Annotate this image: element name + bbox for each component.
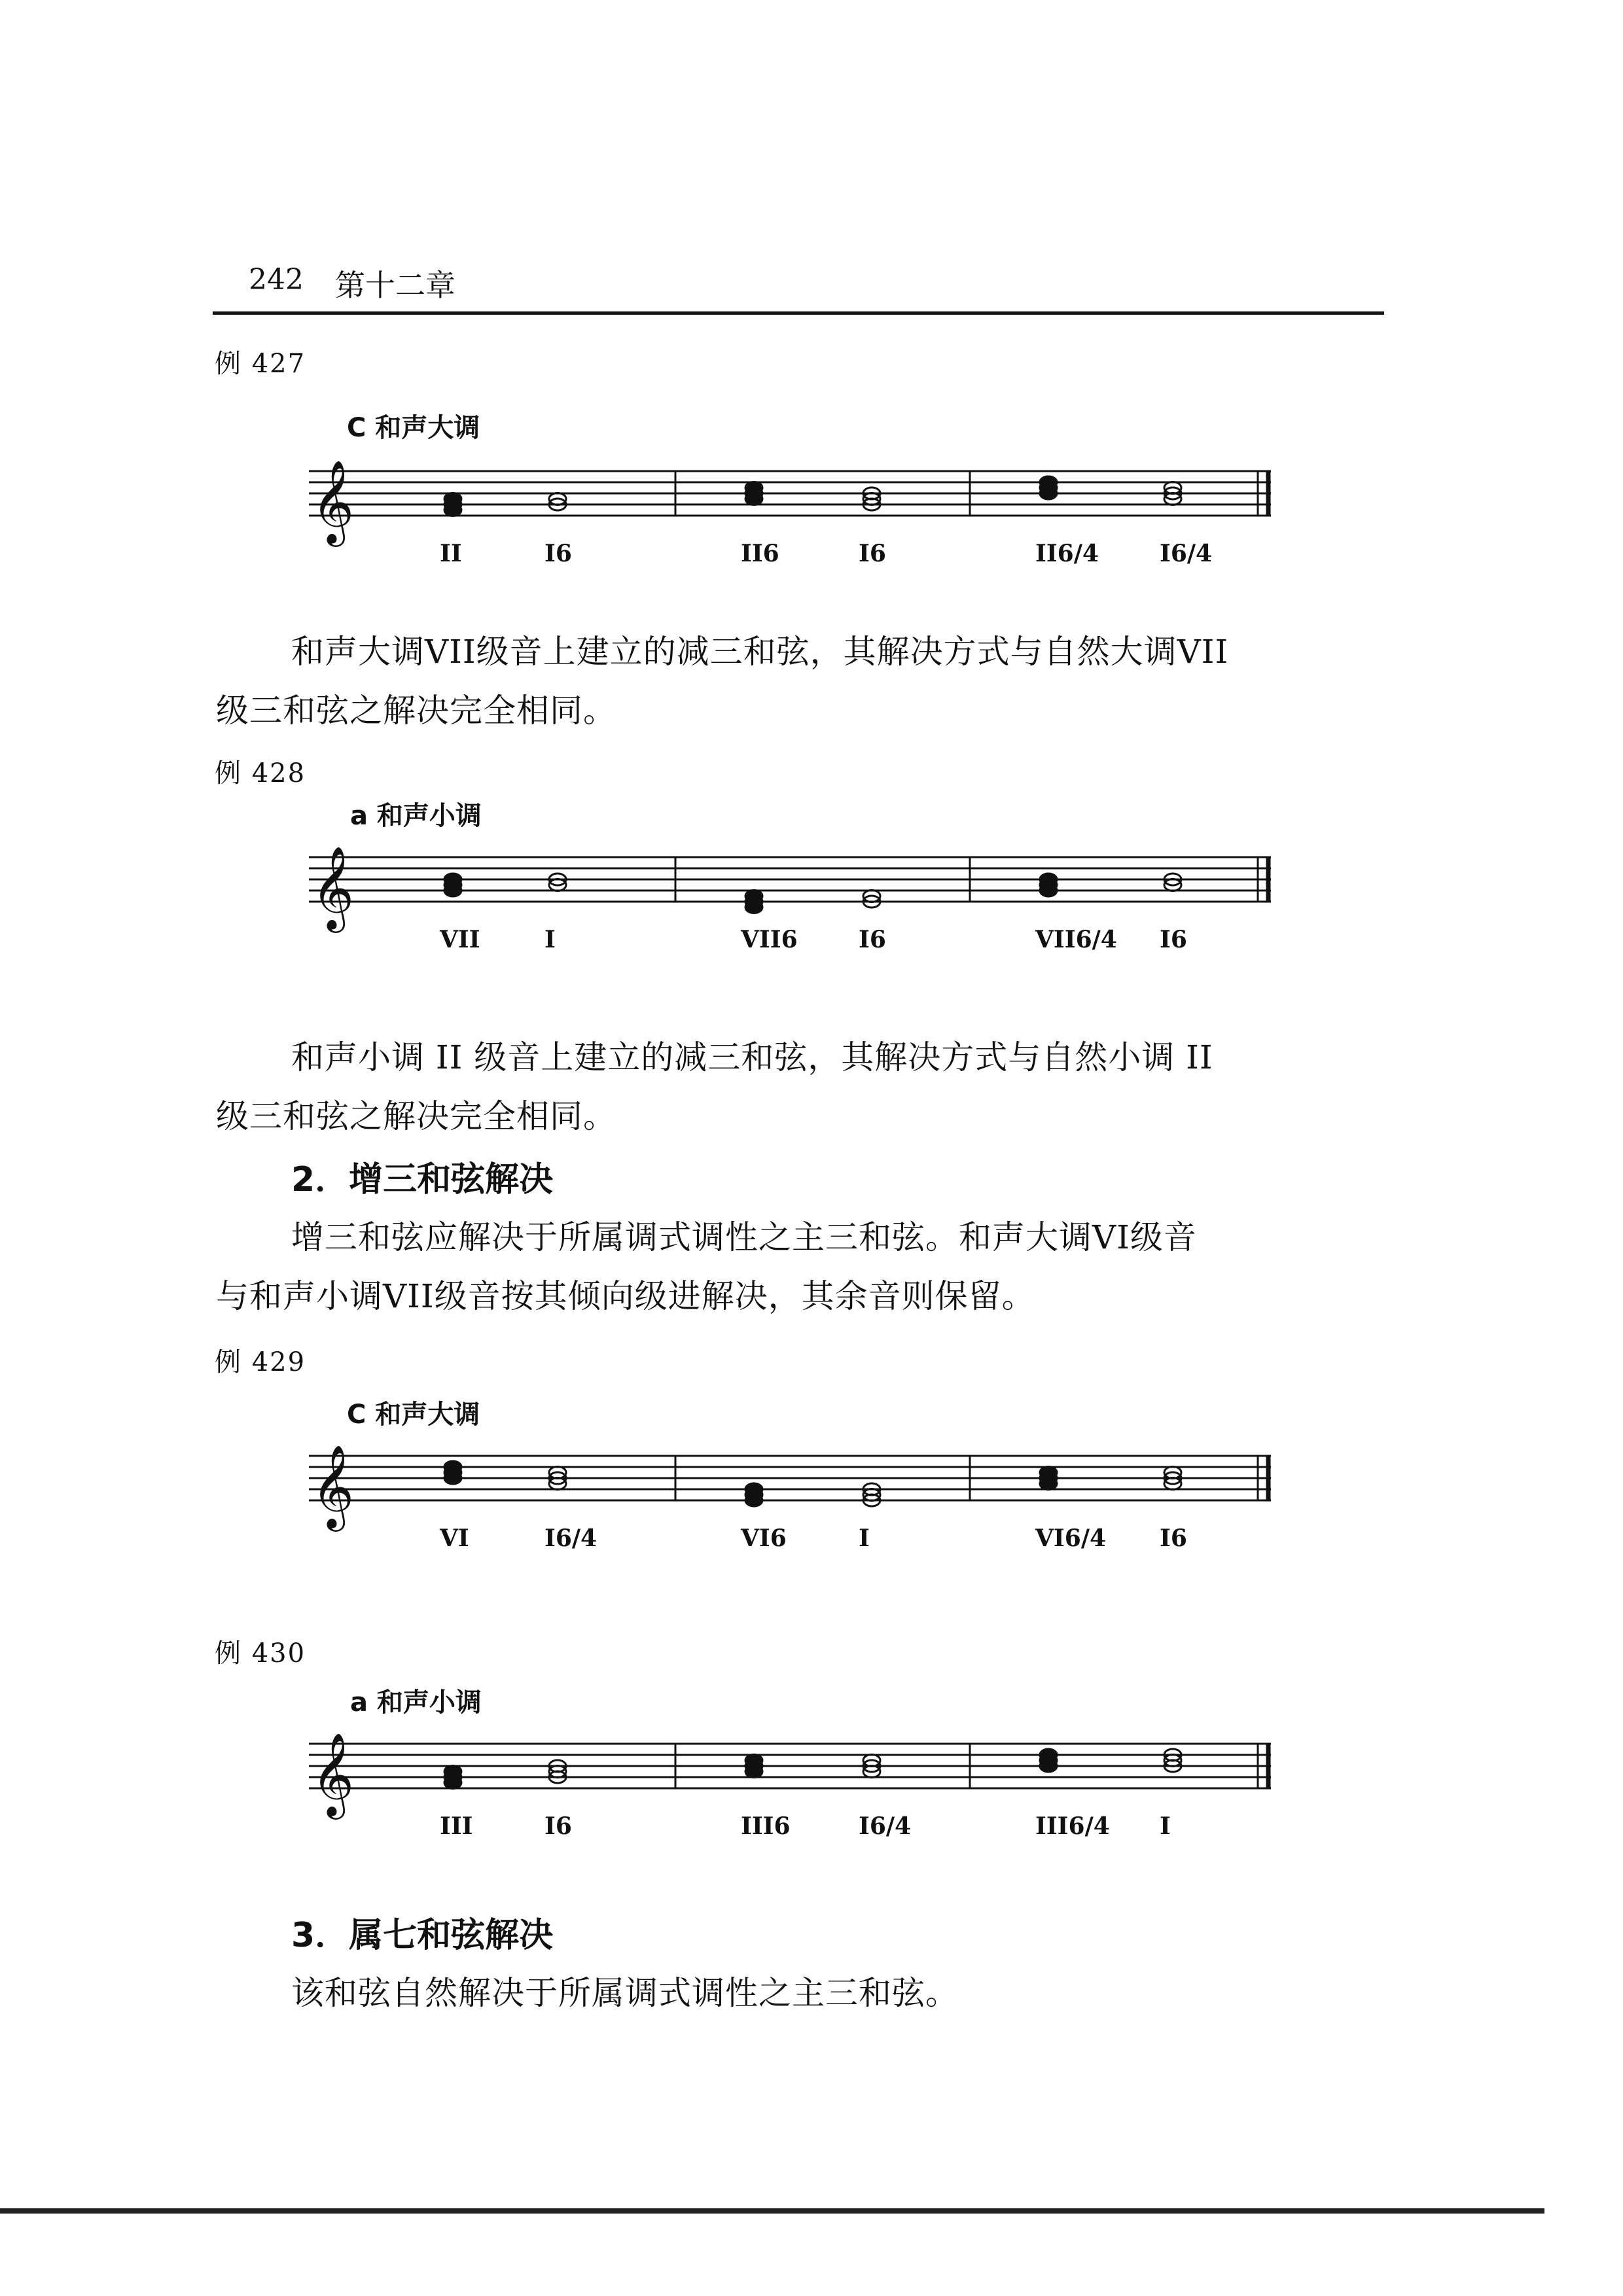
example-label-429: 例 429 [215,1347,306,1377]
chord-label: I6/4 [1160,540,1213,567]
chord-label: I6/4 [859,1812,912,1840]
music-staff-428 [302,831,1297,968]
chord-label: I6 [544,1812,572,1840]
notehead [745,1483,762,1495]
example-key-428: a 和声小调 [350,801,482,831]
notehead [444,874,461,885]
section-2-title: 2．增三和弦解决 [291,1160,554,1199]
chord-label: II [440,540,462,567]
chord-label: I6/4 [544,1525,597,1552]
chapter-title: 第十二章 [335,268,455,303]
chord-label: VII [440,926,480,953]
notehead [1040,1749,1057,1761]
treble-clef-icon: 𝄞 [312,1444,355,1528]
chord-label: VII6 [741,926,798,953]
paragraph-3-line-2: 与和声小调VII级音按其倾向级进解决，其余音则保留。 [216,1277,1035,1315]
notehead [444,1766,461,1778]
chord-label: VI [440,1525,469,1552]
treble-clef-icon: 𝄞 [312,459,355,543]
paragraph-2-line-2: 级三和弦之解决完全相同。 [216,1097,616,1135]
notehead [1040,476,1057,488]
chord-label: II6 [741,540,779,567]
page-number: 242 [249,263,304,296]
paragraph-4-line-1: 该和弦自然解决于所属调式调性之主三和弦。 [291,1974,959,2012]
example-label-430: 例 430 [215,1638,306,1669]
example-key-430: a 和声小调 [350,1687,482,1718]
example-key-429: C 和声大调 [347,1400,480,1430]
chord-label: I [859,1525,870,1552]
example-label-427: 例 427 [215,349,306,379]
treble-clef-icon: 𝄞 [312,1732,355,1816]
chord-label: I6 [1160,926,1187,953]
music-staff-427 [302,445,1297,576]
example-key-427: C 和声大调 [347,413,480,443]
paragraph-3-line-1: 增三和弦应解决于所属调式调性之主三和弦。和声大调VI级音 [291,1218,1197,1256]
chord-label: I [1160,1812,1171,1840]
chord-label: I [544,926,556,953]
chord-label: III6 [741,1812,791,1840]
chord-label: I6 [1160,1525,1187,1552]
paragraph-1-line-2: 级三和弦之解决完全相同。 [216,692,616,730]
chord-label: II6/4 [1035,540,1099,567]
chord-label: VI6 [741,1525,787,1552]
notehead [1040,1467,1057,1479]
section-3-title: 3．属七和弦解决 [291,1916,554,1955]
music-staff-429 [302,1430,1297,1567]
chord-label: VI6/4 [1035,1525,1107,1552]
paragraph-1-line-1: 和声大调VII级音上建立的减三和弦，其解决方式与自然大调VII [291,633,1229,671]
bottom-scan-rule [0,2208,1544,2214]
notehead [444,493,461,505]
notehead [745,482,762,494]
example-label-428: 例 428 [215,758,306,788]
paragraph-2-line-1: 和声小调 II 级音上建立的减三和弦，其解决方式与自然小调 II [291,1038,1213,1076]
music-staff-430 [302,1718,1297,1862]
notehead [745,891,762,902]
notehead [444,1461,461,1473]
treble-clef-icon: 𝄞 [312,845,355,929]
chord-label: III [440,1812,473,1840]
chord-label: III6/4 [1035,1812,1110,1840]
chord-label: I6 [544,540,572,567]
chord-label: I6 [859,540,886,567]
chord-label: VII6/4 [1035,926,1117,953]
chord-label: I6 [859,926,886,953]
notehead [745,1755,762,1767]
header-rule [213,311,1384,315]
notehead [1040,874,1057,885]
